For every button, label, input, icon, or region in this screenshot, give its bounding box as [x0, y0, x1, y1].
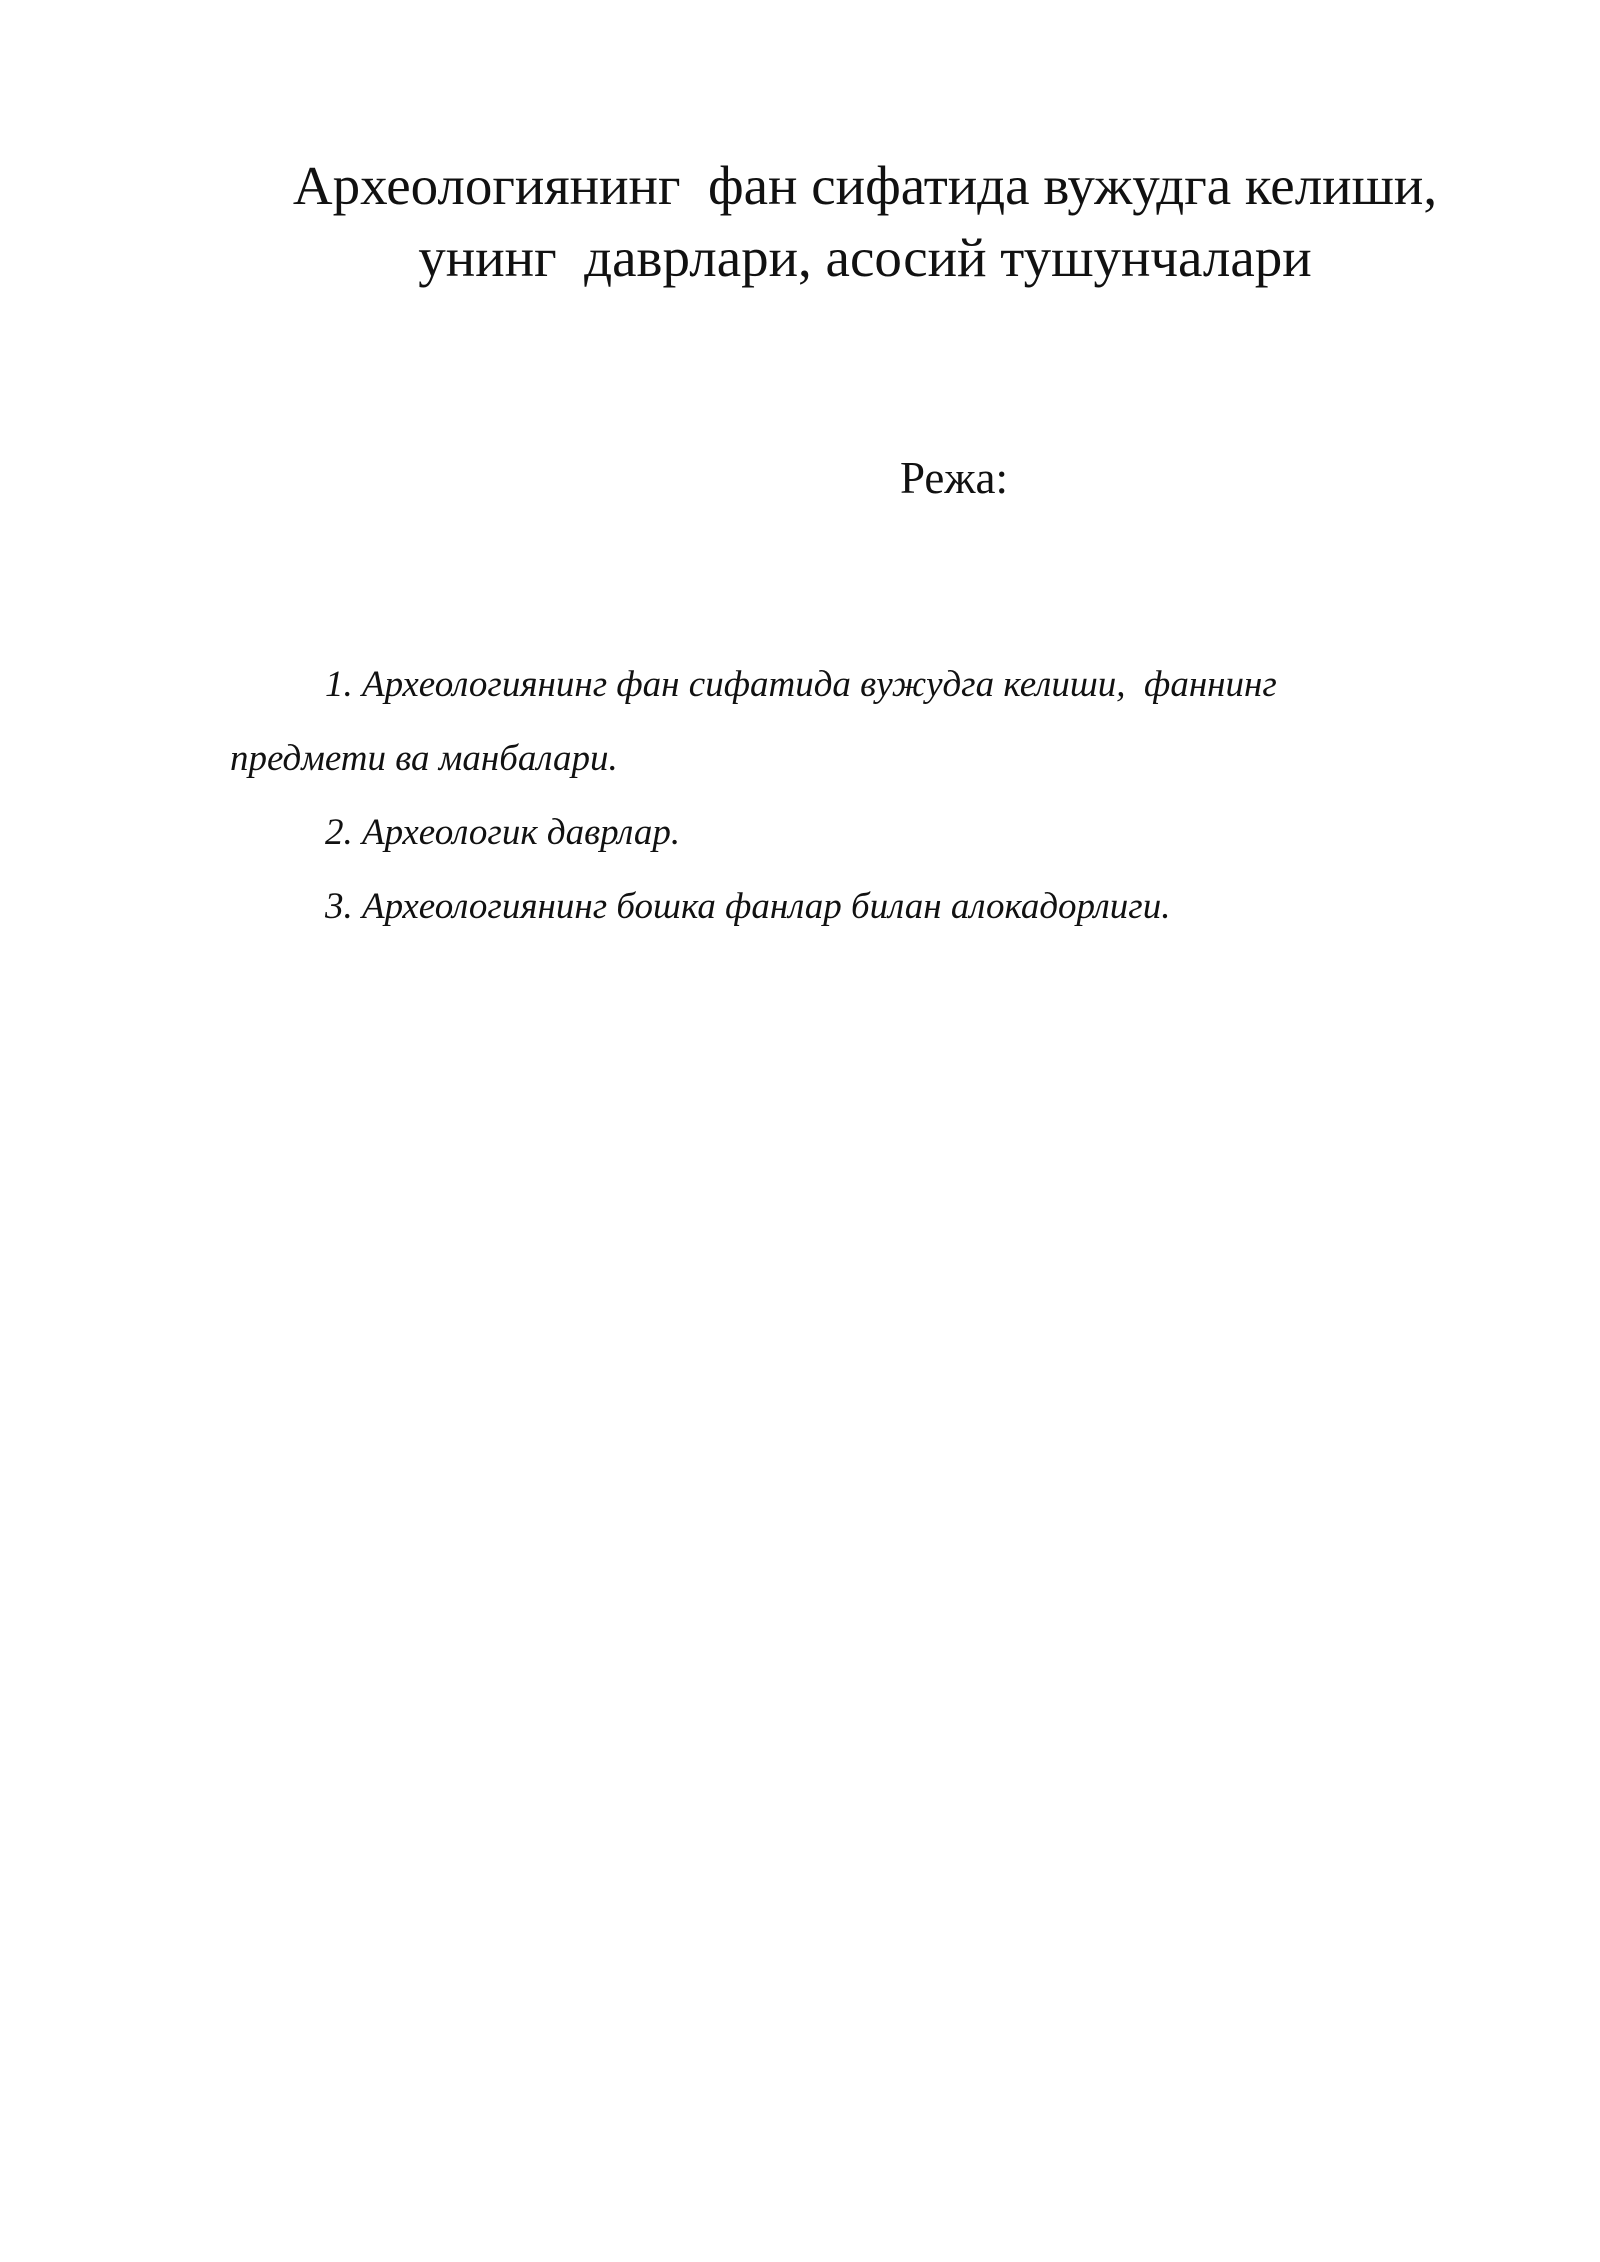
title-line-1: Археологиянинг фан сифатида вужудга келиши, [292, 155, 1438, 216]
plan-item-1: 1. Археологиянинг фан сифатида вужудга келиши, фаннинг [325, 664, 1277, 705]
plan-item-2: 2. Археологик даврлар. [325, 812, 681, 853]
title-line-2: унинг даврлари, асосий тушунчалари [418, 227, 1312, 288]
document-title [230, 150, 1500, 294]
plan-list [230, 648, 1430, 944]
plan-heading: Режа: [900, 453, 1008, 503]
plan-item-1-continuation: предмети ва манбалари. [230, 738, 618, 779]
plan-item-3: 3. Археологиянинг бошка фанлар билан алокадорлиги. [325, 886, 1171, 927]
